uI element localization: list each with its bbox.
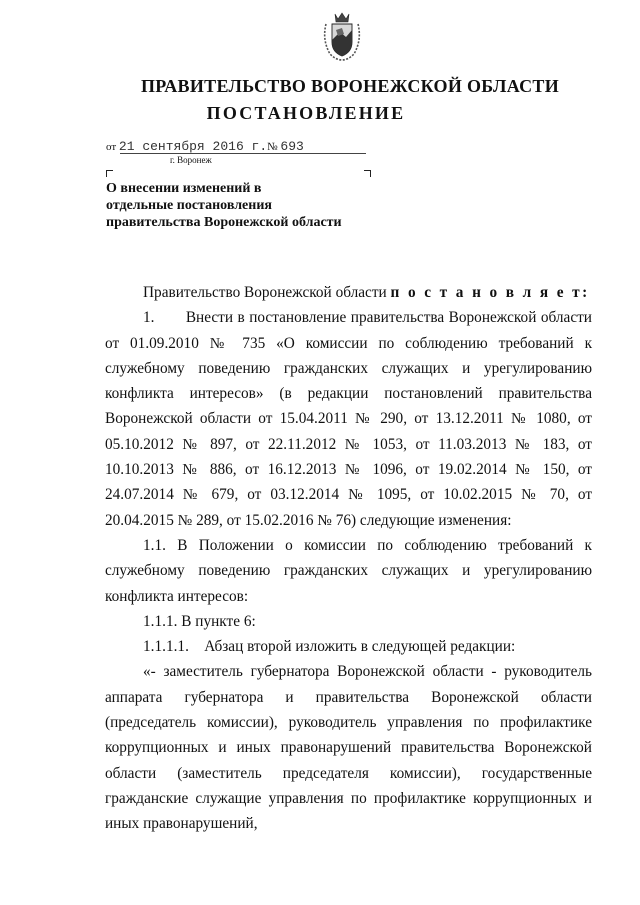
subject-bracket-left [106, 170, 113, 177]
subject-bracket-right [364, 170, 371, 177]
subject-line: отдельные постановления [106, 198, 272, 213]
intro-paragraph [105, 280, 592, 305]
date-underline [120, 153, 366, 154]
document-body [105, 280, 592, 837]
decree-number: 693 [280, 139, 304, 154]
from-label: от [106, 141, 117, 153]
decree-date: 21 сентября 2016 г. [118, 139, 268, 154]
decree-word: п о с т а н о в л я е т: [390, 284, 590, 301]
date-number-line [106, 139, 304, 154]
subject-line: О внесении изменений в [106, 181, 262, 196]
paragraph-1-1: 1.1. В Положении о комиссии по соблюдению требований к служебному поведению гражданских служащих и урегулированию конфликта интересов: [105, 536, 592, 605]
document-type: ПОСТАНОВЛЕНИЕ [206, 103, 406, 123]
document-subject [106, 180, 396, 231]
paragraph-1-1-1: 1.1.1. В пункте 6: [143, 612, 256, 630]
intro-text: Правительство Воронежской области [143, 284, 391, 301]
quoted-paragraph: «- заместитель губернатора Воронежской области - руководитель аппарата губернатора и правительства Воронежской области (председатель комиссии), руководитель управления по профилактике коррупционных и иных правонарушений правительства Воронежской области (заместитель председателя комиссии), государственные гражданские служащие управления по профилактике коррупционных и иных правонарушений, [105, 663, 592, 833]
coat-of-arms-icon [320, 10, 364, 62]
paragraph-1-1-1-1: 1.1.1.1. Абзац второй изложить в следующей редакции: [143, 638, 516, 656]
subject-line: правительства Воронежской области [106, 215, 342, 230]
government-title: ПРАВИТЕЛЬСТВО ВОРОНЕЖСКОЙ ОБЛАСТИ [140, 76, 560, 96]
paragraph-1: 1. Внести в постановление правительства Воронежской области от 01.09.2010 № 735 «О комиссии по соблюдению требований к служебному поведению гражданских служащих и урегулированию конфликта интересов» (в редакции постановлений правительства Воронежской области от 15.04.2011 № 290, от 13.12.2011 № 1080, от 05.10.2012 № 897, от 22.11.2012 № 1053, от 11.03.2013 № 183, от 10.10.2013 № 886, от 16.12.2013 № 1096, от 19.02.2014 № 150, от 24.07.2014 № 679, от 03.12.2014 № 1095, от 10.02.2015 № 70, от 20.04.2015 № 289, от 15.02.2016 № 76) следующие изменения: [105, 309, 592, 529]
city: г. Воронеж [170, 155, 212, 165]
number-label: № [267, 141, 278, 153]
